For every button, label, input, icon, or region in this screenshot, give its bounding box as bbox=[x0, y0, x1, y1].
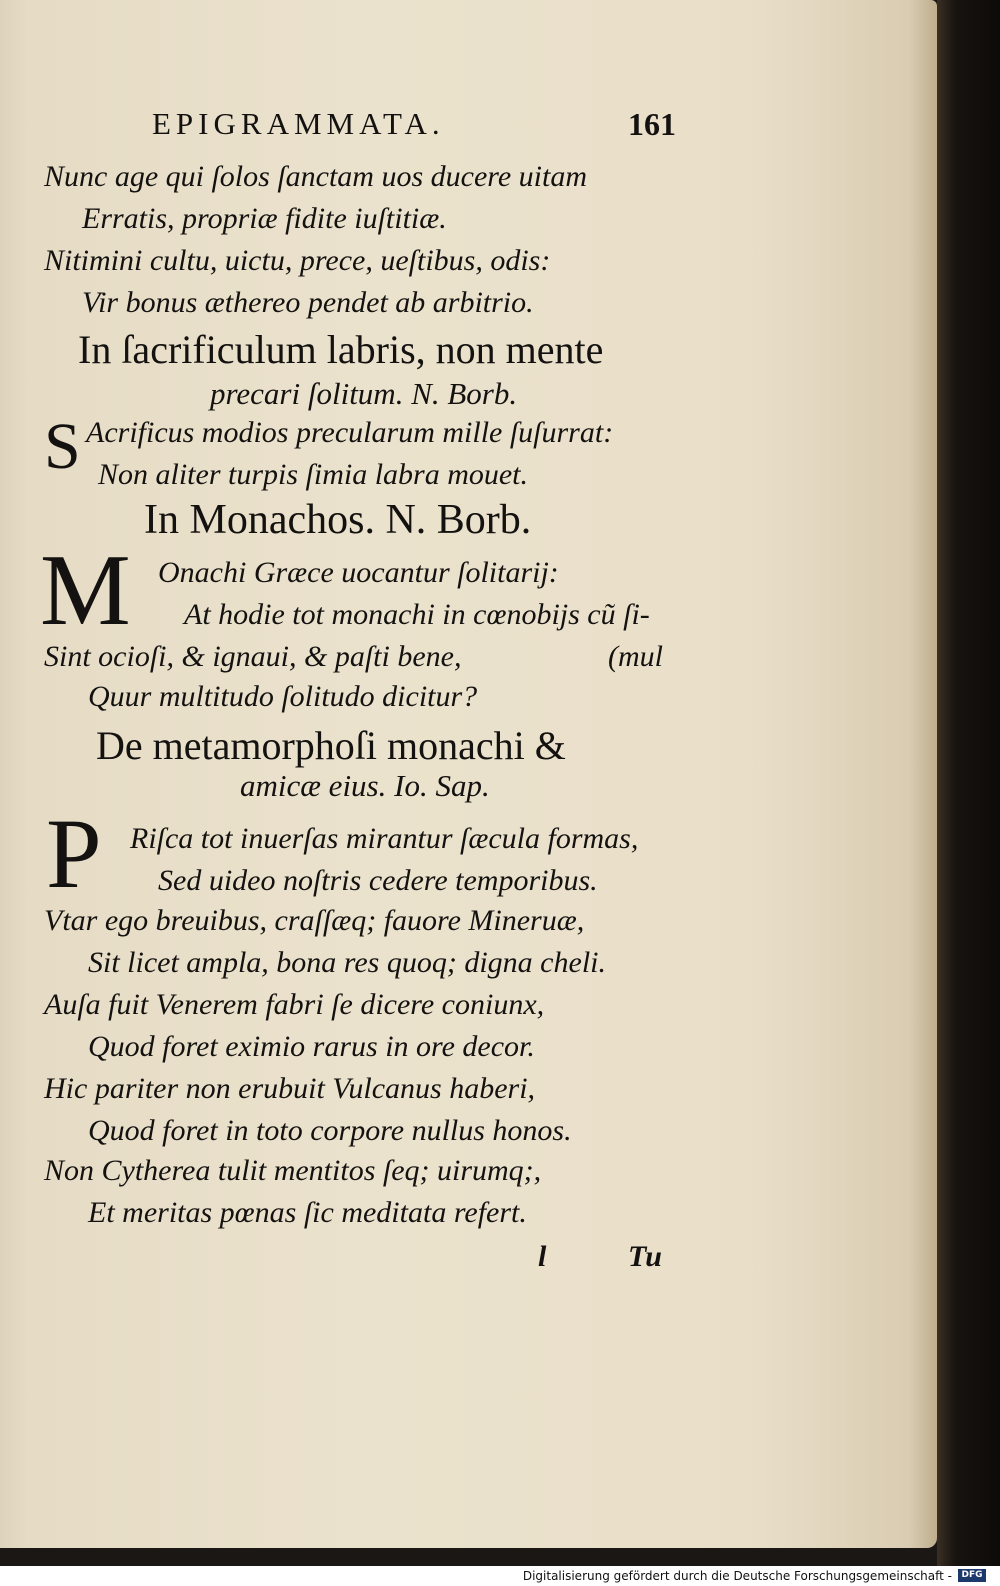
epigram-title: In ſacrificulum labris, non mente bbox=[78, 327, 604, 372]
running-head: EPIGRAMMATA. bbox=[152, 106, 445, 141]
dfg-logo-icon: DFG bbox=[958, 1569, 986, 1582]
verse-line: Erratis, propriæ fidite iuſtitiæ. bbox=[82, 202, 447, 235]
margin-note: (mul bbox=[608, 640, 663, 673]
verse-line: Acrificus modios precularum mille ſuſurrat: bbox=[86, 416, 614, 449]
catchword: Tu bbox=[628, 1240, 662, 1273]
epigram-title: De metamorphoſi monachi & bbox=[96, 723, 566, 768]
verse-line: Onachi Græce uocantur ſolitarij: bbox=[158, 556, 559, 589]
signature-mark: l bbox=[538, 1240, 547, 1273]
verse-line: Non Cytherea tulit mentitos ſeq; uirumq;, bbox=[44, 1154, 542, 1187]
funding-credit: Digitalisierung gefördert durch die Deutsche Forschungsgemeinschaft - bbox=[522, 1569, 952, 1583]
footer-bar bbox=[0, 1566, 1000, 1586]
epigram-subtitle: precari ſolitum. N. Borb. bbox=[210, 376, 518, 411]
verse-line: Auſa fuit Venerem fabri ſe dicere coniunx, bbox=[44, 988, 545, 1021]
initial-letter: S bbox=[44, 410, 81, 483]
verse-line: Hic pariter non erubuit Vulcanus haberi, bbox=[44, 1072, 536, 1105]
verse-line: Vtar ego breuibus, craſſæq; fauore Mineruæ, bbox=[44, 904, 585, 937]
verse-line: Sint ocioſi, & ignaui, & paſti bene, bbox=[44, 640, 462, 673]
verse-line: Sed uideo noſtris cedere temporibus. bbox=[158, 864, 598, 897]
verse-line: Quod foret in toto corpore nullus honos. bbox=[88, 1114, 572, 1147]
verse-line: Et meritas pœnas ſic meditata refert. bbox=[88, 1196, 527, 1229]
verse-line: Quod foret eximio rarus in ore decor. bbox=[88, 1030, 535, 1063]
verse-line: Sit licet ampla, bona res quoq; digna cheli. bbox=[88, 946, 606, 979]
initial-letter: M bbox=[40, 534, 131, 647]
initial-letter: P bbox=[46, 798, 102, 909]
epigram-title: In Monachos. N. Borb. bbox=[144, 497, 532, 543]
verse-line: At hodie tot monachi in cœnobijs cũ ſi- bbox=[184, 598, 650, 631]
verse-line: Nunc age qui ſolos ſanctam uos ducere uitam bbox=[44, 160, 587, 193]
book-edge-shadow bbox=[937, 0, 1000, 1566]
verse-line: Vir bonus æthereo pendet ab arbitrio. bbox=[82, 286, 534, 319]
verse-line: Riſca tot inuerſas mirantur ſæcula formas, bbox=[130, 822, 639, 855]
verse-line: Quur multitudo ſolitudo dicitur? bbox=[88, 680, 478, 713]
epigram-subtitle: amicæ eius. Io. Sap. bbox=[240, 768, 490, 803]
verse-line: Nitimini cultu, uictu, prece, ueſtibus, odis: bbox=[44, 244, 551, 277]
page-number: 161 bbox=[628, 106, 676, 142]
verse-line: Non aliter turpis ſimia labra mouet. bbox=[98, 458, 529, 491]
